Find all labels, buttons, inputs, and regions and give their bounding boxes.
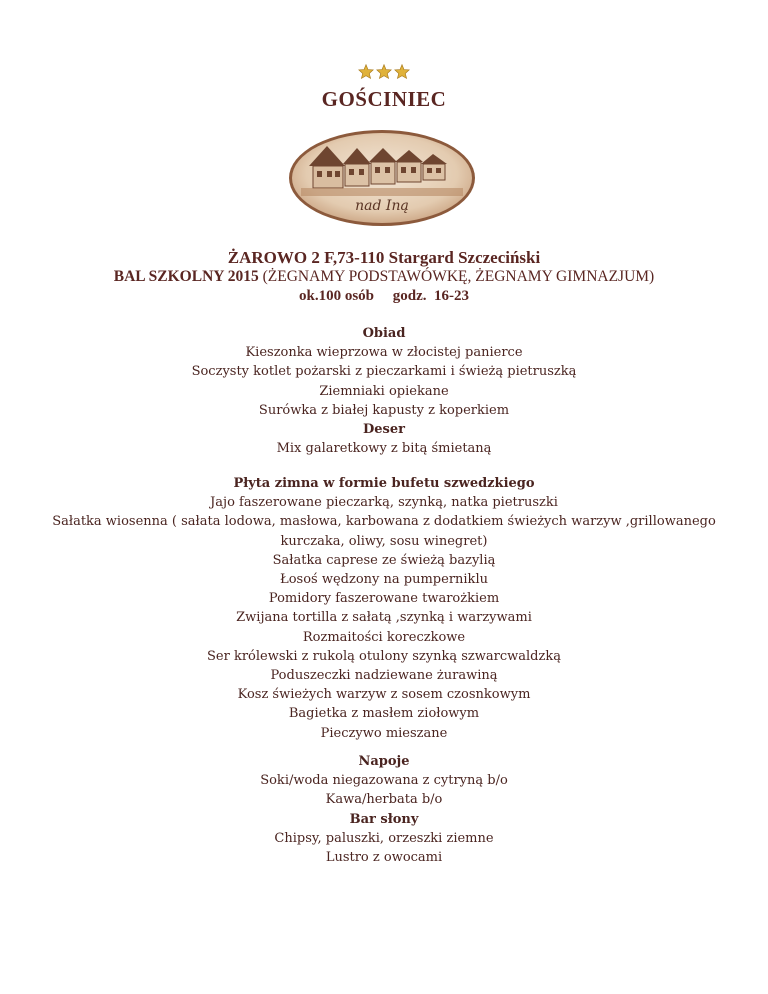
menu-item: Poduszeczki nadziewane żurawiną bbox=[270, 668, 498, 684]
menu-item: Bagietka z masłem ziołowym bbox=[288, 706, 480, 722]
menu-item: Rozmaitości koreczkowe bbox=[302, 629, 466, 645]
menu-item: Kawa/herbata b/o bbox=[325, 792, 443, 808]
menu-item: Sałatka caprese ze świeżą bazylią bbox=[272, 552, 496, 568]
section-obiad bbox=[0, 324, 768, 458]
rating-stars bbox=[0, 64, 768, 83]
section-heading: Płyta zimna w formie bufetu szwedzkiego bbox=[233, 476, 535, 491]
menu-item: Łosoś wędzony na pumperniklu bbox=[280, 572, 488, 588]
event-title-subtitle: (ŻEGNAMY PODSTAWÓWKĘ, ŻEGNAMY GIMNAZJUM) bbox=[258, 268, 655, 285]
logo-text: nad Iną bbox=[355, 198, 409, 214]
menu-item: Pomidory faszerowane twarożkiem bbox=[268, 591, 500, 607]
menu-item: Lustro z owocami bbox=[325, 850, 443, 866]
menu-item: Kosz świeżych warzyw z sosem czosnkowym bbox=[237, 687, 531, 703]
section-bufet bbox=[0, 474, 768, 743]
menu-item: Mix galaretkowy z bitą śmietaną bbox=[276, 441, 492, 457]
menu-item: Jajo faszerowane pieczarką, szynką, natka pietruszki bbox=[210, 495, 558, 511]
event-title bbox=[0, 268, 768, 286]
brand-name: GOŚCINIEC bbox=[321, 87, 447, 111]
section-heading: Napoje bbox=[358, 754, 410, 769]
section-heading: Bar słony bbox=[349, 811, 419, 827]
address: ŻAROWO 2 F,73-110 Stargard Szczeciński bbox=[227, 248, 541, 267]
event-meta: ok.100 osób godz. 16-23 bbox=[298, 288, 470, 304]
menu-item: Kieszonka wieprzowa w złocistej panierce bbox=[245, 345, 523, 361]
menu-item: Soczysty kotlet pożarski z pieczarkami i świeżą pietruszką bbox=[191, 364, 577, 380]
star-icon bbox=[376, 64, 392, 79]
menu-item: Ziemniaki opiekane bbox=[319, 383, 449, 399]
section-heading: Deser bbox=[363, 422, 405, 438]
star-icon bbox=[394, 64, 410, 79]
hotel-logo bbox=[287, 128, 477, 228]
menu-item: Chipsy, paluszki, orzeszki ziemne bbox=[274, 830, 494, 846]
menu-item: kurczaka, oliwy, sosu winegret) bbox=[280, 533, 488, 549]
menu-item: Surówka z białej kapusty z koperkiem bbox=[258, 402, 510, 418]
star-icon bbox=[358, 64, 374, 79]
menu-item: Soki/woda niegazowana z cytryną b/o bbox=[260, 773, 508, 789]
section-heading: Obiad bbox=[362, 326, 406, 341]
menu-item: Ser królewski z rukolą otulony szynką szwarcwaldzką bbox=[207, 648, 561, 664]
menu-item: Pieczywo mieszane bbox=[320, 725, 448, 741]
section-napoje bbox=[0, 752, 768, 867]
menu-item: Zwijana tortilla z sałatą ,szynką i warzywami bbox=[236, 610, 532, 626]
event-title-main: BAL SZKOLNY 2015 bbox=[113, 268, 259, 285]
menu-item: Sałatka wiosenna ( sałata lodowa, masłowa, karbowana z dodatkiem świeżych warzyw ,grillowanego bbox=[52, 514, 716, 530]
